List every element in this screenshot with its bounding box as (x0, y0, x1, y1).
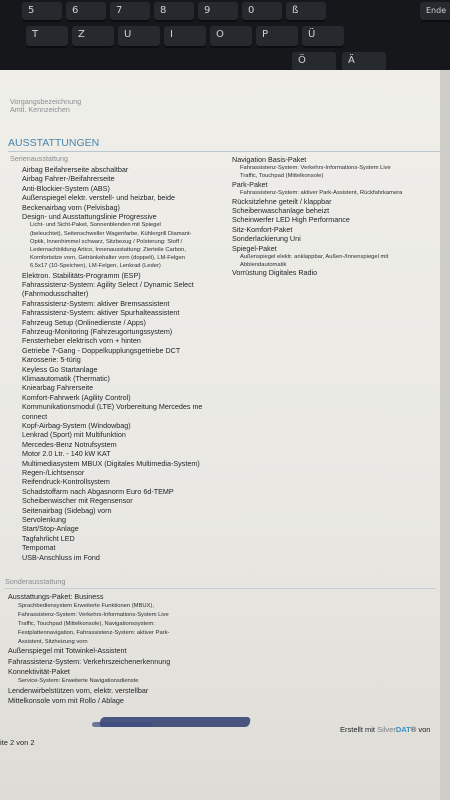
equipment-item: Tempomat (22, 543, 56, 553)
equipment-item: Kommunikationsmodul (LTE) Vorbereitung Mercedes me (22, 402, 203, 412)
equipment-item: Scheibenwischer mit Regensensor (22, 496, 133, 506)
page-edge (440, 70, 450, 800)
keyboard-key (110, 2, 150, 22)
equipment-item: Navigation Basis-Paket (232, 155, 307, 164)
equipment-item: Fahrassistenz-System: aktiver Bremsassistent (22, 298, 170, 308)
keyboard-key-label: O (216, 29, 224, 40)
equipment-item: Fahrassistenz-System: Verkehrs-Informations-System Live (240, 165, 391, 172)
keyboard-key-label: 5 (28, 5, 35, 16)
keyboard-key (66, 2, 106, 22)
keyboard-key-label: Ü (308, 29, 316, 40)
equipment-item: Ledernachbildung Artico, Innenausstattung: Zierteile Carbon, (30, 247, 186, 253)
keyboard-key (286, 2, 326, 22)
equipment-item: Mercedes-Benz Notrufsystem (22, 439, 117, 449)
equipment-item: Schadstoffarm nach Abgasnorm Euro 6d-TEMP (22, 486, 174, 496)
equipment-item: USB-Anschluss im Fond (22, 552, 100, 562)
keyboard-key (154, 2, 194, 22)
equipment-item: Vorrüstung Digitales Radio (232, 268, 318, 278)
equipment-item: Lenkrad (Sport) mit Multifunktion (22, 430, 126, 440)
equipment-item: Kopf-Airbag-System (Windowbag) (22, 421, 131, 430)
equipment-item: Multimediasystem MBUX (Digitales Multimedia-System) (22, 458, 200, 468)
equipment-item: Tagfahrlicht LED (22, 533, 75, 543)
keyboard-key-label: Ä (348, 55, 355, 66)
equipment-item: Spiegel-Paket (232, 243, 277, 253)
keyboard-key (210, 26, 252, 48)
equipment-item: Traffic, Touchpad (Mittelkonsole), Navigationssystem: (18, 620, 155, 627)
equipment-item: Optik, Innenhimmel schwarz, Sitzbezug / Polsterung: Stoff / (30, 238, 183, 245)
equipment-item: Airbag Fahrer-/Beifahrerseite (22, 174, 115, 184)
keyboard-key-label: 7 (116, 5, 123, 16)
equipment-item: Servolenkung (22, 515, 66, 524)
equipment-item: Außenspiegel elektr. anklappbar, Außen-/Innenspiegel mit (240, 254, 389, 260)
equipment-item: Scheibenwaschanlage beheizt (232, 206, 330, 215)
section-divider (8, 151, 440, 152)
equipment-item: connect (22, 411, 48, 421)
equipment-item: Getriebe 7-Gang - Doppelkupplungsgetriebe DCT (22, 345, 181, 355)
keyboard-key (242, 2, 282, 22)
redaction-scribble (92, 722, 152, 727)
keyboard-key (256, 26, 298, 48)
equipment-item: (beleuchtet), Seitenschweller Wagenfarbe, Kühlergrill Diamant- (30, 230, 192, 237)
equipment-item: Fahrassistenz-System: Verkehrszeichenerkennung (8, 656, 171, 666)
equipment-item: Sitz-Komfort-Paket (232, 224, 293, 234)
keyboard-key-label: I (170, 29, 173, 40)
keyboard-key-label: 0 (248, 5, 255, 16)
serien-title: Serienausstattung (10, 154, 68, 163)
equipment-item: Komfort-Fahrwerk (Agility Control) (22, 392, 131, 402)
equipment-item: Sprachbediensystem Erweiterte Funktionen (MBUX), (18, 603, 154, 610)
equipment-item: Sonderlackierung Uni (232, 234, 301, 244)
sonder-divider (4, 588, 436, 589)
keyboard-key (198, 2, 238, 22)
equipment-item: Anti-Blockier-System (ABS) (22, 183, 110, 193)
equipment-item: Fahrassistenz-System: aktiver Spurhalteassistent (22, 308, 180, 318)
keyboard-key-label: 6 (72, 5, 79, 16)
equipment-item: 6,5x17 (10-Speichen), LM-Felgen, Lenkrad (Leder) (30, 263, 161, 270)
equipment-item: Außenspiegel mit Totwinkel-Assistent (8, 646, 127, 656)
equipment-item: Reifendruck-Kontrollsystem (22, 477, 110, 487)
keyboard-key-label: P (262, 29, 269, 40)
equipment-item: Beckenairbag vorn (Pelvisbag) (22, 202, 120, 212)
equipment-item: Park-Paket (232, 179, 268, 189)
keyboard-key-label: 9 (204, 5, 211, 16)
credit-tail: ® von (410, 725, 431, 734)
keyboard-key (302, 26, 344, 48)
equipment-item: Elektron. Stabilitäts-Programm (ESP) (22, 270, 141, 280)
equipment-item: Außenspiegel elektr. verstell- und heizbar, beide (22, 193, 176, 203)
keyboard-key (22, 2, 62, 22)
keyboard-background (0, 0, 450, 78)
equipment-item: Keyless Go Startanlage (22, 364, 98, 374)
equipment-item: Fahrassistenz-System: Verkehrs-Informations-System Live (18, 612, 169, 619)
equipment-item: Fensterheber elektrisch vorn + hinten (22, 336, 141, 346)
equipment-item: Lendenwirbelstützen vorn, elektr. verstellbar (8, 686, 149, 695)
equipment-item: Traffic, Touchpad (Mittelkonsole) (240, 173, 324, 179)
keyboard-key-label: U (124, 29, 132, 40)
equipment-item: Klimaautomatik (Thermatic) (22, 374, 110, 383)
keyboard-key-label: Ö (298, 55, 306, 66)
equipment-item: Festplattennavigation, Fahrassistenz-System: aktiver Park- (18, 629, 170, 636)
footer-credit (340, 726, 430, 734)
keyboard-key-label: T (32, 29, 39, 40)
equipment-item: Karosserie: 5-türig (22, 355, 81, 365)
equipment-item: Assistent, Sitzheizung vorn (18, 638, 88, 645)
equipment-item: Airbag Beifahrerseite abschaltbar (22, 165, 129, 174)
section-title: AUSSTATTUNGEN (8, 137, 100, 149)
equipment-item: Fahrzeug Setup (Onlinedienste / Apps) (22, 317, 146, 327)
credit-text: Erstellt mit (340, 725, 378, 734)
vorgang-label: Vorgangsbezeichnung (10, 97, 82, 106)
sonder-title: Sonderausstattung (5, 577, 66, 586)
credit-dat: DAT (395, 725, 411, 734)
equipment-item: Mittelkonsole vorn mit Rollo / Ablage (8, 696, 124, 706)
equipment-item: Komfortsitze vorn, Getränkehalter vorn (doppelt), LM-Felgen (30, 255, 185, 262)
equipment-item: Regen-/Lichtsensor (22, 468, 85, 477)
end-key-label: Ende (426, 6, 447, 15)
keyboard-key (118, 26, 160, 48)
keyboard-key (26, 26, 68, 48)
keyboard-key-label: ß (292, 5, 299, 16)
page-number: ite 2 von 2 (0, 738, 35, 747)
equipment-item: Ausstattungs-Paket: Business (8, 592, 104, 601)
equipment-item: Licht- und Sicht-Paket, Sonnenblenden mit Spiegel (30, 222, 161, 229)
credit-silver: Silver (377, 725, 396, 734)
equipment-item: Start/Stop-Anlage (22, 524, 79, 534)
equipment-item: Fahrzeug-Monitoring (Fahrzeugortungssystem) (22, 327, 173, 336)
equipment-item: Fahrassistenz-System: Agility Select / Dynamic Select (22, 280, 194, 289)
equipment-item: Design- und Ausstattungslinie Progressive (22, 212, 157, 221)
kennzeichen-label: Amtl. Kennzeichen (10, 105, 70, 114)
keyboard-key-label: 8 (160, 5, 167, 16)
keyboard-key (164, 26, 206, 48)
equipment-item: (Fahrmodusschalter) (22, 289, 89, 299)
equipment-item: Abblendautomatik (240, 261, 287, 268)
end-key (420, 2, 450, 22)
keyboard-key-label: Z (78, 29, 85, 40)
equipment-item: Seitenairbag (Sidebag) vorn (22, 505, 112, 515)
equipment-item: Motor 2.0 Ltr. - 140 kW KAT (22, 449, 111, 459)
keyboard-key (72, 26, 114, 48)
equipment-item: Fahrassistenz-System: aktiver Park-Assistent, Rückfahrkamera (240, 190, 403, 196)
equipment-item: Konnektivität-Paket (8, 666, 70, 676)
equipment-item: Kniearbag Fahrerseite (22, 383, 94, 393)
equipment-item: Scheinwerfer LED High Performance (232, 215, 350, 225)
equipment-item: Service-System: Erweiterte Navigationsdienste (18, 678, 139, 685)
equipment-item: Rücksitzlehne geteilt / klappbar (232, 196, 332, 206)
